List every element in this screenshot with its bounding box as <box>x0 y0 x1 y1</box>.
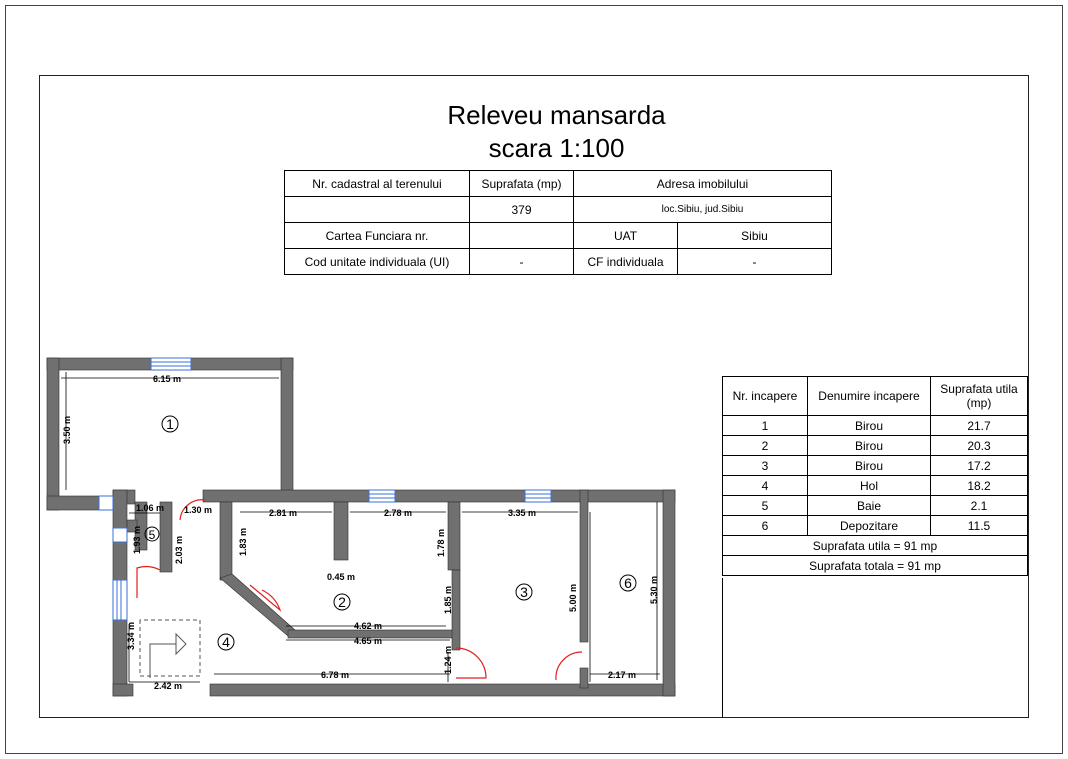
dim-label: 0.45 m <box>326 572 356 582</box>
dim-label: 2.42 m <box>153 681 183 691</box>
wall-south <box>210 684 675 696</box>
window-room1-west <box>99 496 113 510</box>
room-marker-4 <box>218 634 234 650</box>
room-area: 2.1 <box>931 496 1028 516</box>
value-address: loc.Sibiu, jud.Sibiu <box>574 197 832 223</box>
dim-label: 1.06 m <box>135 503 165 513</box>
doors <box>137 500 582 680</box>
wall-east <box>663 490 675 696</box>
window-bath-west <box>113 528 127 542</box>
dim-label: 1.30 m <box>183 505 213 515</box>
header-room-area: Suprafata utila (mp) <box>931 377 1028 416</box>
room-nr: 6 <box>723 516 808 536</box>
door-bathroom <box>137 567 160 598</box>
wall-south-left <box>113 684 133 696</box>
dim-label: 1.24 m <box>443 645 453 675</box>
room-marker-3 <box>516 584 532 600</box>
door-room3 <box>456 648 486 678</box>
dim-label: 1.85 m <box>443 585 453 615</box>
label-carte-funciara: Cartea Funciara nr. <box>285 223 470 249</box>
staircase-outline <box>140 620 200 676</box>
svg-text:6: 6 <box>624 575 632 591</box>
label-uat: UAT <box>574 223 678 249</box>
room-name: Depozitare <box>808 516 931 536</box>
window-room1-north <box>151 358 191 370</box>
window-room2-north <box>369 490 395 502</box>
wall-pillar <box>334 502 348 560</box>
room-area: 18.2 <box>931 476 1028 496</box>
dim-label: 2.78 m <box>383 508 413 518</box>
wall-room2-left <box>220 502 232 580</box>
room-name: Baie <box>808 496 931 516</box>
window-room3-north <box>525 490 551 502</box>
dim-label: 6.78 m <box>320 670 350 680</box>
dim-label: 2.03 m <box>174 535 184 565</box>
stairs <box>140 620 200 678</box>
svg-text:2: 2 <box>338 594 346 610</box>
room-area: 21.7 <box>931 416 1028 436</box>
wall-room3-6 <box>580 490 588 642</box>
dim-label: 4.65 m <box>353 636 383 646</box>
svg-text:4: 4 <box>222 634 230 650</box>
wall-main-top <box>203 490 675 502</box>
room-area: 17.2 <box>931 456 1028 476</box>
label-cf-individuala: CF individuala <box>574 249 678 275</box>
dim-label: 5.00 m <box>568 583 578 613</box>
header-room-name: Denumire incapere <box>808 377 931 416</box>
svg-text:5: 5 <box>148 528 156 542</box>
room-nr: 3 <box>723 456 808 476</box>
dim-label: 1.93 m <box>132 525 142 555</box>
room-name: Birou <box>808 416 931 436</box>
room-marker-2 <box>334 594 350 610</box>
header-cadastral: Nr. cadastral al terenului <box>285 171 470 197</box>
room-name: Birou <box>808 436 931 456</box>
room-marker-6 <box>620 575 636 591</box>
dim-label: 5.30 m <box>649 575 659 605</box>
label-cod-ui: Cod unitate individuala (UI) <box>285 249 470 275</box>
room-nr: 5 <box>723 496 808 516</box>
svg-text:3: 3 <box>520 584 528 600</box>
stair-arrow-icon <box>150 634 186 678</box>
sheet-title: Releveu mansarda <box>447 100 666 130</box>
header-room-nr: Nr. incapere <box>723 377 808 416</box>
value-cod-ui: - <box>470 249 574 275</box>
dim-label: 6.15 m <box>152 374 182 384</box>
wall-room1-left <box>47 358 59 510</box>
room-nr: 1 <box>723 416 808 436</box>
value-surface: 379 <box>470 197 574 223</box>
dim-label: 2.17 m <box>607 670 637 680</box>
value-uat: Sibiu <box>678 223 832 249</box>
window-hall-west <box>113 580 127 620</box>
dim-label: 1.83 m <box>238 527 248 557</box>
svg-text:1: 1 <box>166 416 174 432</box>
room-nr: 4 <box>723 476 808 496</box>
dim-label: 3.50 m <box>62 415 72 445</box>
wall-room2-diagonal <box>220 574 295 636</box>
room-name: Birou <box>808 456 931 476</box>
header-surface: Suprafata (mp) <box>470 171 574 197</box>
dim-label: 1.78 m <box>436 528 446 558</box>
dim-label: 3.35 m <box>507 508 537 518</box>
wall-room3-6-stub <box>580 668 588 688</box>
header-address: Adresa imobilului <box>574 171 832 197</box>
dim-label: 4.62 m <box>353 621 383 631</box>
room-nr: 2 <box>723 436 808 456</box>
wall-room2-3-lower <box>452 570 460 650</box>
room-marker-1 <box>162 416 178 432</box>
wall-room1-right <box>281 358 293 494</box>
dim-label: 3.34 m <box>126 621 136 651</box>
total-useful-area: Suprafata utila = 91 mp <box>723 536 1028 556</box>
room-area: 11.5 <box>931 516 1028 536</box>
sheet-scale: scara 1:100 <box>488 133 625 163</box>
dim-label: 2.81 m <box>268 508 298 518</box>
wall-room2-3-upper <box>448 502 460 570</box>
room-markers <box>145 416 636 650</box>
room-name: Hol <box>808 476 931 496</box>
value-cf-individuala: - <box>678 249 832 275</box>
door-room6 <box>556 652 582 680</box>
windows <box>99 358 551 620</box>
room-area: 20.3 <box>931 436 1028 456</box>
total-area: Suprafata totala = 91 mp <box>723 556 1028 576</box>
